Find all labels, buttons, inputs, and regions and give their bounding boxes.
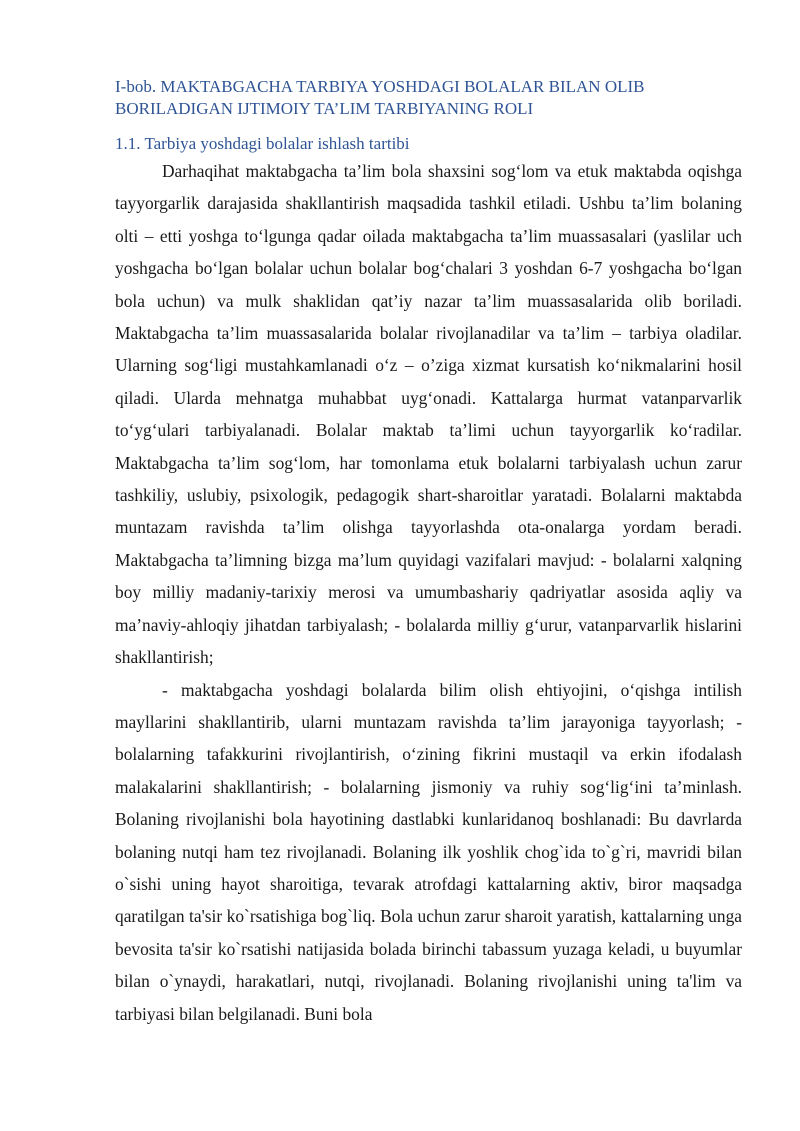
paragraph-2: - maktabgacha yoshdagi bolalarda bilim olish ehtiyojini, o‘qishga intilish mayllarini shakllantirib, ularni muntazam ravishda ta’lim jarayoniga tayyorlash; - bolalarning tafakkurini rivojlantirish, o‘zining fikrini mustaqil va erkin ifodalash malakalarini shakllantirish; - bolalarning jismoniy va ruhiy sog‘lig‘ini ta’minlash. Bolaning rivojlanishi bola hayotining dastlabki kunlaridanoq boshlanadi: Bu davrlarda bolaning nutqi ham tez rivojlanadi. Bolaning ilk yoshlik chog`ida to`g`ri, mavridi bilan o`sishi uning hayot sharoitiga, tevarak atrofdagi kattalarning aktiv, biror maqsadga qaratilgan ta'sir ko`rsatishiga bog`liq. Bola uchun zarur sharoit yaratish, kattalarning unga bevosita ta'sir ko`rsatishi natijasida bolada birinchi tabassum yuzaga keladi, u buyumlar bilan o`ynaydi, harakatlari, nutqi, rivojlanadi. Bolaning rivojlanishi uning ta'lim va tarbiyasi bilan belgilanadi. Buni bola: [115, 679, 742, 1024]
section-heading: 1.1. Tarbiya yoshdagi bolalar ishlash tartibi: [115, 134, 410, 153]
chapter-heading: I-bob. MAKTABGACHA TARBIYA YOSHDAGI BOLALAR BILAN OLIB BORILADIGAN IJTIMOIY TA’LIM TARBIYANING ROLI: [115, 77, 645, 118]
paragraph-1: Darhaqihat maktabgacha ta’lim bola shaxsini sog‘lom va etuk maktabda oqishga tayyorgarlik darajasida shakllantirish maqsadida tashkil etiladi. Ushbu ta’lim bolaning olti – etti yoshga to‘lgunga qadar oilada maktabgacha ta’lim muassasalari (yaslilar uch yoshgacha bo‘lgan bolalar uchun bolalar bog‘chalari 3 yoshdan 6-7 yoshgacha bo‘lgan bola uchun) va mulk shaklidan qat’iy nazar ta’lim muassasalarida olib boriladi. Maktabgacha ta’lim muassasalarida bolalar rivojlanadilar va ta’lim – tarbiya oladilar. Ularning sog‘ligi mustahkamlanadi o‘z – o’ziga xizmat kursatish ko‘nikmalarini hosil qiladi. Ularda mehnatga muhabbat uyg‘onadi. Kattalarga hurmat vatanparvarlik to‘yg‘ulari tarbiyalanadi. Bolalar maktab ta’limi uchun tayyorgarlik ko‘radilar. Maktabgacha ta’lim sog‘lom, har tomonlama etuk bolalarni tarbiyalash uchun zarur tashkiliy, uslubiy, psixologik, pedagogik shart-sharoitlar yaratadi. Bolalarni maktabda muntazam ravishda ta’lim olishga tayyorlashda ota-onalarga yordam beradi. Maktabgacha ta’limning bizga ma’lum quyidagi vazifalari mavjud: - bolalarni xalqning boy milliy madaniy-tarixiy merosi va umumbashariy qadriyatlar asosida aqliy va ma’naviy-ahloqiy jihatdan tarbiyalash; - bolalarda milliy g‘urur, vatanparvarlik hislarini shakllantirish;: [115, 161, 742, 668]
body-text: [115, 155, 742, 1030]
